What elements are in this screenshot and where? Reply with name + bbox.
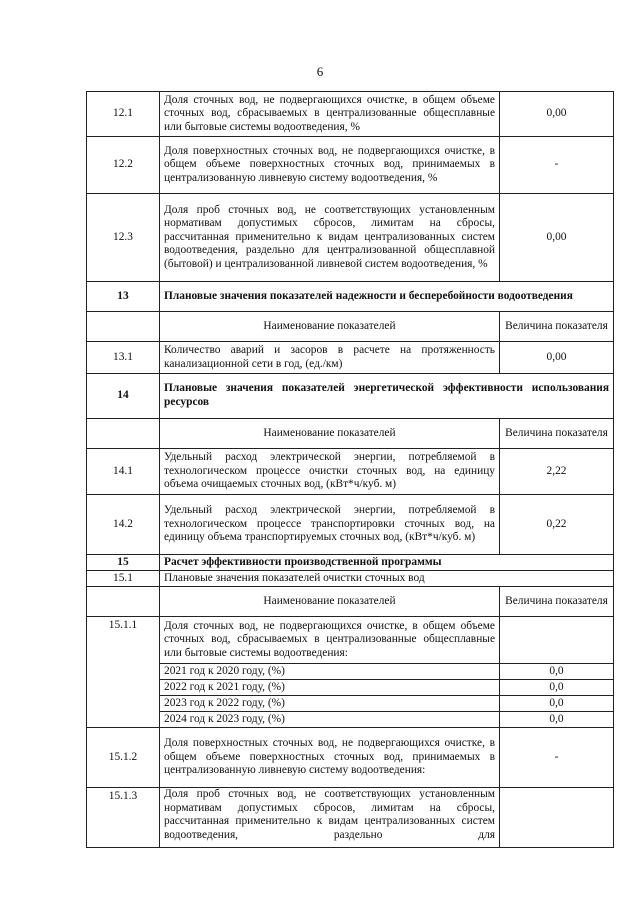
row-number: 12.1 [87, 92, 160, 137]
indicator-name: Доля проб сточных вод, не соответствующих установленным нормативам допустимых сбросов, лимитам на сбросы, рассчитанная применительно к видам централизованных систем водоотведения, раздельно для [160, 788, 500, 848]
empty-cell [87, 587, 160, 617]
row-number: 15.1 [87, 571, 160, 587]
indicator-name: Доля сточных вод, не подвергающихся очистке, в общем объеме сточных вод, сбрасываемых в централизованные общесплавные или бытовые системы водоотведения, % [160, 92, 500, 137]
table-row [87, 449, 614, 495]
section-title: Плановые значения показателей энергетической эффективности использования ресурсов [160, 374, 614, 419]
empty-cell [87, 419, 160, 449]
year-label: 2023 год к 2022 году, (%) [160, 696, 500, 712]
indicator-value: - [500, 728, 614, 788]
indicator-value: 0,00 [500, 92, 614, 137]
year-row [87, 712, 614, 728]
indicator-name: Доля поверхностных сточных вод, не подвергающихся очистке, в общем объеме поверхностных сточных вод, принимаемых в централизованную ливневую систему водоотведения, % [160, 137, 500, 194]
indicators-table [86, 91, 614, 848]
indicator-name: Доля проб сточных вод, не соответствующих установленным нормативам допустимых сбросов, лимитам на сбросы, рассчитанная применительно к видам централизованных систем водоотведения, раздельно для централизованной общесплавной (бытовой) и централизованной ливневой систем водоотведения, % [160, 194, 500, 282]
year-label: 2022 год к 2021 году, (%) [160, 680, 500, 696]
section-row [87, 282, 614, 312]
row-number: 14.2 [87, 495, 160, 555]
indicator-name: Удельный расход электрической энергии, потребляемой в технологическом процессе очистки сточных вод, на единицу объема очищаемых сточных вод, (кВт*ч/куб. м) [160, 449, 500, 495]
section-number: 13 [87, 282, 160, 312]
year-value: 0,0 [500, 696, 614, 712]
indicator-value: 0,00 [500, 194, 614, 282]
section-title: Расчет эффективности производственной программы [160, 555, 614, 571]
table-row [87, 788, 614, 848]
table-row [87, 137, 614, 194]
year-value: 0,0 [500, 712, 614, 728]
indicator-value: 0,22 [500, 495, 614, 555]
indicator-value: - [500, 137, 614, 194]
year-label: 2021 год к 2020 году, (%) [160, 664, 500, 680]
column-header-value: Величина показателя [500, 312, 614, 342]
year-row [87, 680, 614, 696]
table-row [87, 92, 614, 137]
table-header-row [87, 419, 614, 449]
table-row [87, 495, 614, 555]
page-number: 6 [316, 64, 324, 79]
table-header-row [87, 312, 614, 342]
table-row [87, 617, 614, 664]
row-number: 12.2 [87, 137, 160, 194]
column-header-value: Величина показателя [500, 587, 614, 617]
column-header-name: Наименование показателей [160, 587, 500, 617]
indicator-value: 0,00 [500, 342, 614, 374]
column-header-name: Наименование показателей [160, 419, 500, 449]
indicator-value: 2,22 [500, 449, 614, 495]
subsection-title: Плановые значения показателей очистки сточных вод [160, 571, 614, 587]
indicator-value [500, 788, 614, 848]
indicator-value [500, 617, 614, 664]
row-number: 14.1 [87, 449, 160, 495]
table-row [87, 194, 614, 282]
section-row [87, 555, 614, 571]
section-row [87, 374, 614, 419]
table-row [87, 728, 614, 788]
section-number: 14 [87, 374, 160, 419]
row-number: 13.1 [87, 342, 160, 374]
column-header-name: Наименование показателей [160, 312, 500, 342]
row-number: 15.1.3 [87, 788, 160, 848]
indicator-name: Удельный расход электрической энергии, потребляемой в технологическом процессе транспортировки сточных вод, на единицу объема транспортируемых сточных вод, (кВт*ч/куб. м) [160, 495, 500, 555]
table-row [87, 571, 614, 587]
section-number: 15 [87, 555, 160, 571]
year-label: 2024 год к 2023 году, (%) [160, 712, 500, 728]
section-title: Плановые значения показателей надежности и бесперебойности водоотведения [160, 282, 614, 312]
indicator-name: Доля сточных вод, не подвергающихся очистке, в общем объеме сточных вод, сбрасываемых в централизованные общесплавные или бытовые системы водоотведения: [160, 617, 500, 664]
row-number: 12.3 [87, 194, 160, 282]
table-header-row [87, 587, 614, 617]
indicator-name: Доля поверхностных сточных вод, не подвергающихся очистке, в общем объеме поверхностных сточных вод, принимаемых в централизованную ливневую систему водоотведения: [160, 728, 500, 788]
column-header-value: Величина показателя [500, 419, 614, 449]
year-value: 0,0 [500, 664, 614, 680]
indicator-name: Количество аварий и засоров в расчете на протяженность канализационной сети в год, (ед./км) [160, 342, 500, 374]
empty-cell [87, 312, 160, 342]
table-row [87, 342, 614, 374]
year-row [87, 696, 614, 712]
year-row [87, 664, 614, 680]
year-value: 0,0 [500, 680, 614, 696]
row-number: 15.1.2 [87, 728, 160, 788]
row-number: 15.1.1 [87, 617, 160, 728]
